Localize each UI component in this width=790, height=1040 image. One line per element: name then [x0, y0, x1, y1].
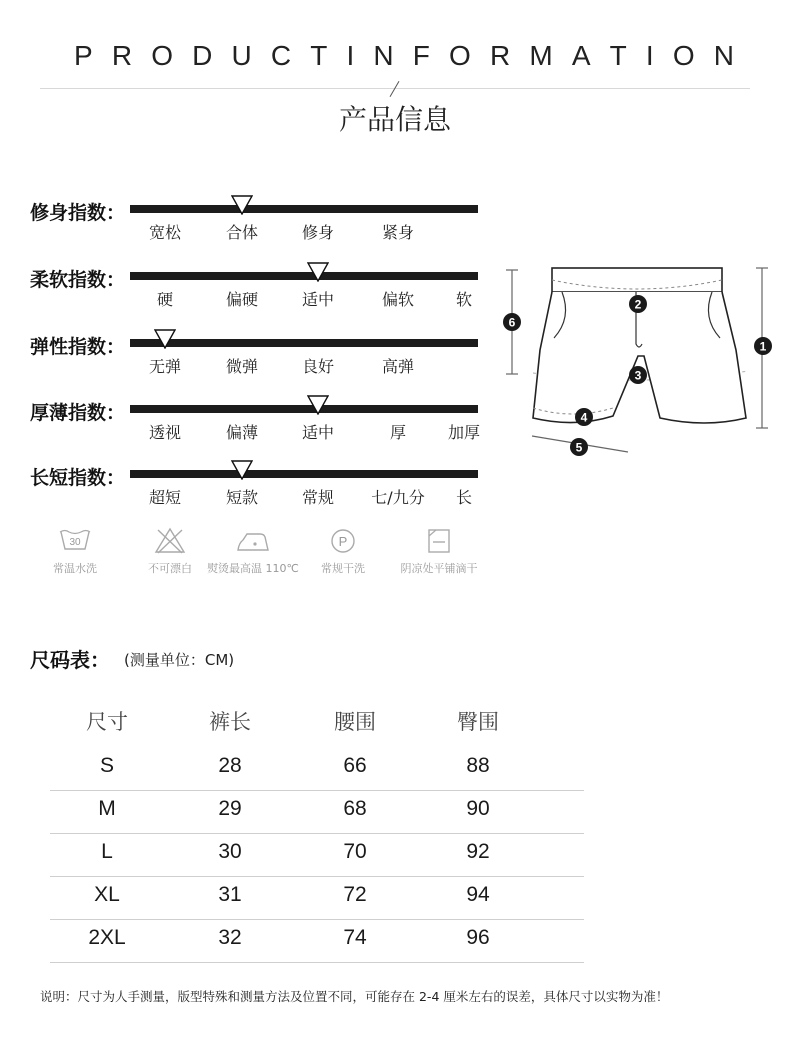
care-label: 常规干洗 [321, 562, 365, 575]
index-marker-triangle-icon [307, 395, 329, 415]
index-bar [130, 339, 478, 347]
index-option: 偏硬 [225, 290, 259, 309]
index-label: 厚薄指数： [30, 402, 126, 424]
size-chart-heading: 尺码表： [30, 648, 110, 672]
title-letter: U [231, 40, 252, 71]
svg-text:4: 4 [580, 410, 588, 425]
care-item [288, 525, 398, 576]
svg-text:2: 2 [634, 297, 642, 312]
flat-dry-shade-icon [384, 525, 494, 557]
table-cell: 66 [343, 754, 367, 777]
care-label: 阴凉处平铺滴干 [400, 562, 478, 575]
index-option: 微弹 [225, 357, 259, 376]
page-subtitle: 产品信息 [338, 103, 451, 136]
size-column-header: 尺寸 [86, 710, 128, 734]
table-cell: 31 [218, 883, 242, 906]
index-label: 柔软指数： [30, 269, 126, 291]
index-label: 修身指数： [30, 202, 126, 224]
svg-text:5: 5 [575, 440, 583, 455]
svg-text:6: 6 [508, 315, 516, 330]
title-letter: R [111, 40, 133, 71]
table-cell: 70 [343, 840, 367, 863]
care-label: 不可漂白 [148, 562, 192, 575]
title-letter: O [151, 40, 173, 71]
title-letter: P [74, 40, 93, 71]
product-information-title [74, 40, 734, 72]
care-item [384, 525, 494, 576]
title-letter: T [609, 40, 627, 71]
table-cell: 29 [218, 797, 242, 820]
title-letter: I [645, 40, 654, 71]
index-option: 超短 [148, 488, 182, 507]
marker-3 [629, 366, 647, 384]
index-bar [130, 205, 478, 213]
svg-text:30: 30 [69, 537, 81, 548]
title-letter: N [713, 40, 734, 71]
size-column-header: 裤长 [209, 710, 251, 734]
index-option: 偏薄 [225, 423, 259, 442]
index-option: 合体 [225, 223, 259, 242]
table-cell: XL [94, 883, 120, 906]
table-row [50, 791, 586, 834]
svg-text:P: P [338, 534, 348, 549]
index-marker-triangle-icon [231, 460, 253, 480]
index-marker-triangle-icon [231, 195, 253, 215]
title-letter: O [449, 40, 471, 71]
index-row [30, 467, 490, 517]
size-table [50, 706, 586, 963]
index-option: 修身 [301, 223, 335, 242]
shorts-measurement-diagram [500, 258, 780, 468]
index-option: 透视 [148, 423, 182, 442]
title-letter: F [412, 40, 430, 71]
title-letter: O [672, 40, 695, 71]
care-label: 熨烫最高温 110℃ [207, 562, 299, 575]
wash-30-icon [20, 525, 130, 557]
size-table-header [50, 706, 586, 748]
care-label: 常温水洗 [53, 562, 97, 575]
title-letter: I [346, 40, 355, 71]
marker-4 [575, 408, 593, 426]
svg-text:1: 1 [759, 339, 767, 354]
svg-text:3: 3 [634, 368, 642, 383]
index-option: 适中 [301, 290, 335, 309]
table-cell: M [98, 797, 116, 820]
index-option: 宽松 [148, 223, 182, 242]
index-option: 硬 [156, 290, 174, 309]
index-option: 长 [455, 488, 473, 507]
table-cell: L [101, 840, 113, 863]
title-letter: A [571, 40, 591, 71]
index-option: 七/九分 [371, 488, 425, 507]
care-instructions [30, 525, 490, 585]
index-option: 无弹 [148, 357, 182, 376]
table-cell: 2XL [88, 926, 126, 949]
index-option: 短款 [225, 488, 259, 507]
marker-5 [570, 438, 588, 456]
index-option: 厚 [389, 423, 407, 442]
size-column-header: 臀围 [457, 710, 499, 734]
table-cell: 74 [343, 926, 367, 949]
dry-clean-icon [288, 525, 398, 557]
index-bar [130, 470, 478, 478]
index-marker-triangle-icon [307, 262, 329, 282]
table-cell: 94 [466, 883, 490, 906]
index-option: 偏软 [381, 290, 415, 309]
table-row [50, 834, 586, 877]
index-option: 适中 [301, 423, 335, 442]
size-unit-note: (测量单位：CM) [124, 651, 235, 669]
table-cell: 92 [466, 840, 490, 863]
marker-6 [503, 313, 521, 331]
index-label: 弹性指数： [30, 336, 126, 358]
table-row [50, 920, 586, 963]
title-letter: R [489, 40, 511, 71]
table-cell: S [99, 754, 114, 777]
title-letter: D [192, 40, 213, 71]
index-bar [130, 405, 478, 413]
index-row [30, 336, 490, 386]
table-cell: 88 [466, 754, 490, 777]
table-cell: 28 [218, 754, 242, 777]
table-cell: 68 [343, 797, 367, 820]
index-row [30, 402, 490, 452]
index-label: 长短指数： [30, 467, 126, 489]
table-cell: 32 [218, 926, 242, 949]
marker-2 [629, 295, 647, 313]
index-option: 加厚 [447, 423, 481, 442]
table-cell: 30 [218, 840, 242, 863]
size-column-header: 腰围 [334, 710, 376, 734]
title-letter: M [529, 40, 553, 71]
table-row [50, 748, 586, 791]
index-option: 软 [455, 290, 473, 309]
title-letter: T [310, 40, 328, 71]
table-cell: 96 [466, 926, 490, 949]
index-marker-triangle-icon [154, 329, 176, 349]
index-bar [130, 272, 478, 280]
title-letter: N [373, 40, 394, 71]
index-option: 紧身 [381, 223, 415, 242]
care-item [20, 525, 130, 576]
index-row [30, 269, 490, 319]
index-option: 良好 [301, 357, 335, 376]
table-cell: 72 [343, 883, 367, 906]
marker-1 [754, 337, 772, 355]
row-divider [50, 962, 584, 963]
waistband-outline [552, 268, 722, 292]
index-option: 常规 [301, 488, 335, 507]
index-row [30, 202, 490, 252]
header-slash-accent [390, 81, 400, 97]
table-cell: 90 [466, 797, 490, 820]
index-option: 高弹 [381, 357, 415, 376]
table-row [50, 877, 586, 920]
title-letter: C [270, 40, 292, 71]
footer-note: 说明：尺寸为人手测量，版型特殊和测量方法及位置不同，可能存在 2-4 厘米左右的误差，具体尺寸以实物为准！ [40, 989, 669, 1004]
